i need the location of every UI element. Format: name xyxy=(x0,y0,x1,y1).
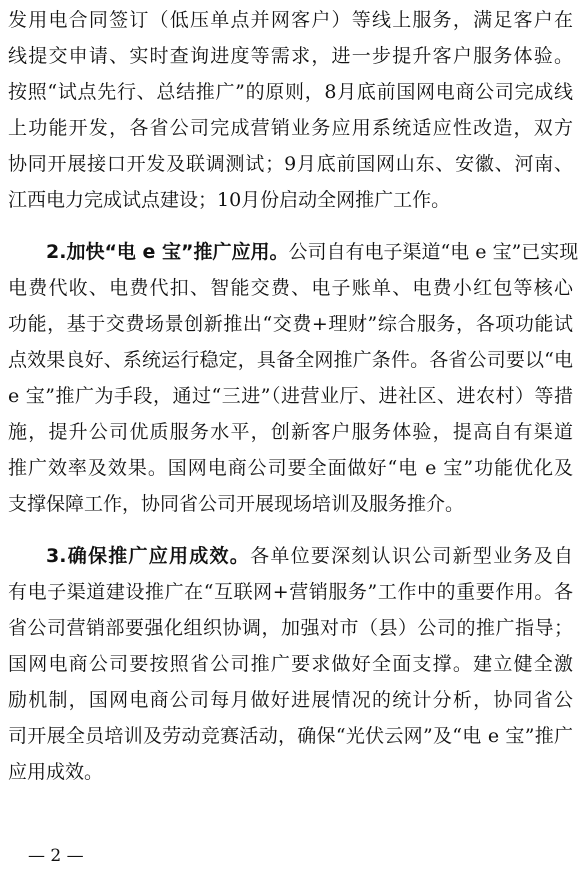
text-line: 按照“试点先行、总结推广”的原则，8月底前国网电商公司完成线 xyxy=(8,81,573,103)
text-line: e 宝”推广为手段，通过“三进”（进营业厅、进社区、进农村）等措 xyxy=(8,385,573,407)
section-heading: 2.加快“电 e 宝”推广应用。 xyxy=(46,241,289,263)
text-line: 有电子渠道建设推广在“互联网+营销服务”工作中的重要作用。各 xyxy=(8,581,573,603)
text-line: 电费代收、电费代扣、智能交费、电子账单、电费小红包等核心 xyxy=(8,277,573,299)
text-line: 支撑保障工作，协同省公司开展现场培训及服务推介。 xyxy=(8,493,465,515)
text-line: 功能，基于交费场景创新推出“交费+理财”综合服务，各项功能试 xyxy=(8,313,573,335)
paragraph-2 xyxy=(0,234,583,522)
paragraph-first-line xyxy=(0,234,583,270)
text-line: 励机制，国网电商公司每月做好进展情况的统计分析，协同省公 xyxy=(8,689,573,711)
text-line: 推广效率及效果。国网电商公司要全面做好“电 e 宝”功能优化及 xyxy=(8,457,573,479)
section-heading: 3.确保推广应用成效。 xyxy=(46,545,251,567)
text-line: 应用成效。 xyxy=(8,761,104,783)
paragraph-3 xyxy=(0,538,583,790)
text-line: 国网电商公司要按照省公司推广要求做好全面支撑。建立健全激 xyxy=(8,653,573,675)
text-line: 司开展全员培训及劳动竞赛活动，确保“光伏云网”及“电 e 宝”推广 xyxy=(8,725,573,747)
text-line: 线提交申请、实时查询进度等需求，进一步提升客户服务体验。 xyxy=(8,45,573,67)
paragraph-first-line xyxy=(0,538,583,574)
text-line: 上功能开发，各省公司完成营销业务应用系统适应性改造，双方 xyxy=(8,117,573,139)
text-line: 协同开展接口开发及联调测试；9月底前国网山东、安徽、河南、 xyxy=(8,153,573,175)
text-line: 点效果良好、系统运行稳定，具备全网推广条件。各省公司要以“电 xyxy=(8,349,573,371)
text-line: 省公司营销部要强化组织协调，加强对市（县）公司的推广指导； xyxy=(8,617,573,639)
text-line: 江西电力完成试点建设；10月份启动全网推广工作。 xyxy=(8,189,451,211)
text-run: 各单位要深刻认识公司新型业务及自 xyxy=(250,545,573,567)
paragraph-1 xyxy=(0,2,583,218)
text-run: 公司自有电子渠道“电 e 宝”已实现 xyxy=(288,241,579,263)
page-number: — 2 — xyxy=(28,846,84,866)
text-line: 施，提升公司优质服务水平，创新客户服务体验，提高自有渠道 xyxy=(8,421,573,443)
text-line: 发用电合同签订（低压单点并网客户）等线上服务，满足客户在 xyxy=(8,9,573,31)
